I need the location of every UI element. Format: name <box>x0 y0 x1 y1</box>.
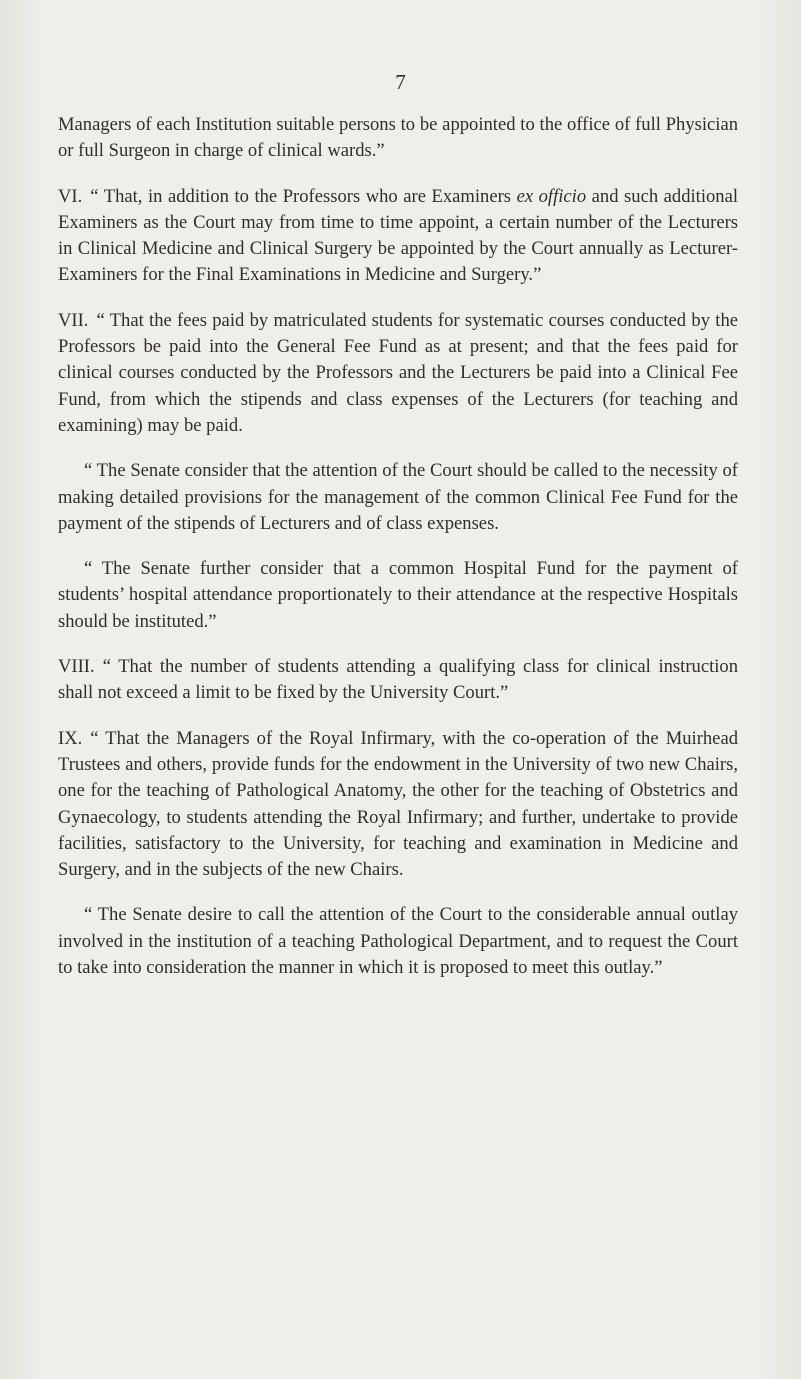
paragraph-senate-outlay <box>58 902 738 981</box>
paragraph-text: “ That the Managers of the Royal Infirmary, with the co-operation of the Muirhead Trustees and others, provide funds for the endowment in the University of two new Chairs, one for the teaching of Pathological Anatomy, the other for the teaching of Obstetrics and Gynaecology, to students attending the Royal Infirmary; and further, undertake to provide facilities, satisfactory to the University, for teaching and examination in Medicine and Surgery, and in the subjects of the new Chairs. <box>58 727 738 881</box>
paragraph-text: “ The Senate consider that the attention of the Court should be called to the necessity of making detailed provisions for the management of the common Clinical Fee Fund for the payment of the stipends of Lecturers and of class expenses. <box>58 460 738 534</box>
paragraph-text: and such additional Examiners as the Court may from time to time appoint, a certain number of the Lecturers in Clinical Medicine and Clinical Surgery be appointed by the Court annually as Lecturer-Examiners for the Final Examinations in Medicine and Surgery.” <box>58 185 739 286</box>
italic-phrase: ex officio <box>516 185 587 207</box>
document-body <box>58 112 738 981</box>
paragraph-ix <box>58 726 738 884</box>
paragraph-text: “ That the number of students attending a qualifying class for clinical instruction shall not exceed a limit to be fixed by the University Court.” <box>58 656 738 704</box>
section-label-viii: VIII. <box>58 656 95 678</box>
paragraph-continuation <box>58 112 738 165</box>
paragraph-text: “ The Senate further consider that a common Hospital Fund for the payment of students’ hospital attendance proportionately to their attendance at the respective Hospitals should be instituted.” <box>58 558 738 632</box>
paragraph-vi <box>58 184 738 289</box>
paragraph-text: “ The Senate desire to call the attention of the Court to the considerable annual outlay involved in the institution of a teaching Pathological Department, and to request the Court to take into consideration the manner in which it is proposed to meet this outlay.” <box>58 904 738 979</box>
section-label-vii: VII. <box>58 309 89 331</box>
section-label-ix: IX. <box>58 727 83 749</box>
paragraph-senate-hospital-fund <box>58 556 738 635</box>
paragraph-vii <box>58 308 738 439</box>
paragraph-viii <box>58 654 738 707</box>
page-number: 7 <box>395 70 406 94</box>
paragraph-text: Managers of each Institution suitable persons to be appointed to the office of full Physician or full Surgeon in charge of clinical wards.” <box>58 114 738 162</box>
section-label-vi: VI. <box>58 185 83 207</box>
paragraph-text: “ That the fees paid by matriculated students for systematic courses conducted by the Professors be paid into the General Fee Fund as at present; and that the fees paid for clinical courses conducted by the Professors and the Lecturers be paid into a Clinical Fee Fund, from which the stipends and class expenses of the Lecturers (for teaching and examining) may be paid. <box>58 309 738 436</box>
paragraph-senate-clinical-fee <box>58 458 738 537</box>
paragraph-text: “ That, in addition to the Professors who are Examiners <box>90 185 517 207</box>
